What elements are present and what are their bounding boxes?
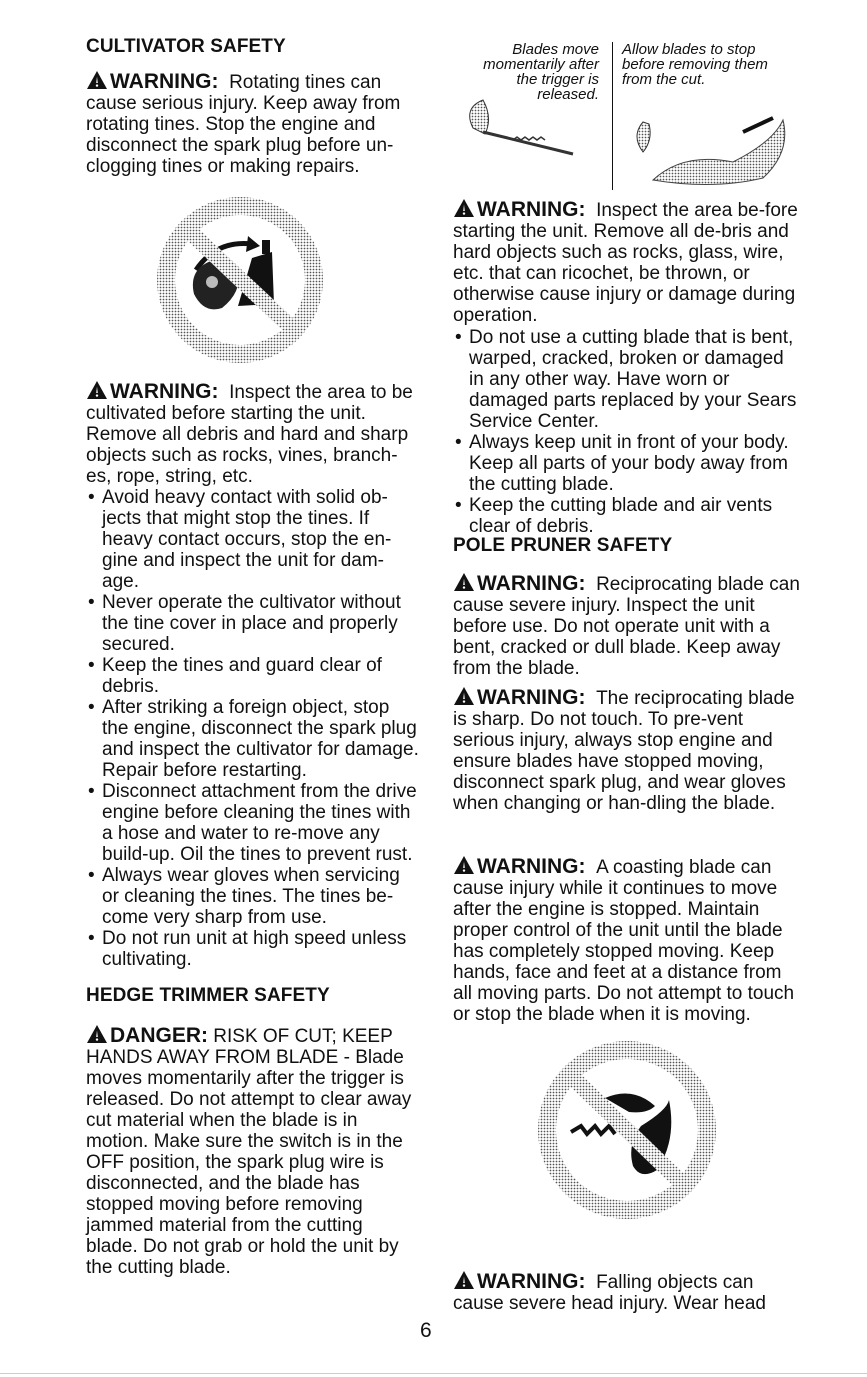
warning-label: WARNING: xyxy=(477,572,586,595)
trigger-release-icon xyxy=(453,88,583,158)
cultivator-bullet-list xyxy=(86,487,419,970)
warning-label: WARNING: xyxy=(477,855,586,878)
hedge-trimmer-illustrations xyxy=(453,42,803,190)
warning-triangle-icon xyxy=(86,70,108,90)
warning-text: Reciprocating blade can cause severe injury. Inspect the unit before use. Do not operate unit with a bent, cracked or dull blade. Keep away from the blade. xyxy=(453,574,800,679)
warning-text: Inspect the area to be cultivated before starting the unit. Remove all debris and hard and sharp objects such as rocks, vines, branch-es, rope, string, etc. xyxy=(86,382,413,487)
warning-label: WARNING: xyxy=(477,686,586,709)
cultivator-safety-heading: CULTIVATOR SAFETY xyxy=(86,36,286,57)
warning-triangle-icon xyxy=(453,855,475,875)
danger-risk-of-cut xyxy=(86,1024,419,1278)
warning-label: WARNING: xyxy=(477,198,586,221)
warning-reciprocating-blade xyxy=(453,572,803,679)
warning-triangle-icon xyxy=(86,380,108,400)
list-item: • Keep the tines and guard clear of debris. xyxy=(86,655,419,697)
warning-rotating-tines xyxy=(86,70,419,177)
warning-label: WARNING: xyxy=(110,380,219,403)
page-number: 6 xyxy=(420,1319,432,1342)
blades-stop-icon xyxy=(623,112,793,192)
list-item: • Always wear gloves when servicing or cleaning the tines. The tines be-come very sharp from use. xyxy=(86,865,419,928)
warning-inspect-area-hedge xyxy=(453,198,803,326)
list-item: • Do not run unit at high speed unless cultivating. xyxy=(86,928,419,970)
warning-text: The reciprocating blade is sharp. Do not touch. To pre-vent serious injury, always stop engine and ensure blades have stopped moving, disconnect spark plug, and wear gloves when changing or han-dling the blade. xyxy=(453,688,795,814)
danger-label: DANGER: xyxy=(110,1024,208,1047)
warning-coasting-blade xyxy=(453,855,803,1025)
list-item: • Always keep unit in front of your body. Keep all parts of your body away from the cutting blade. xyxy=(453,432,803,495)
danger-text: RISK OF CUT; KEEP HANDS AWAY FROM BLADE - Blade moves momentarily after the trigger is released. Do not attempt to clear away cut material when the blade is in motion. Make sure the switch is in the OFF position, the spark plug wire is disconnected, and the blade has stopped moving before removing jammed material from the cutting blade. Do not grab or hold the unit by the cutting blade. xyxy=(86,1026,412,1278)
no-hand-blade-icon xyxy=(537,1040,717,1220)
warning-triangle-icon xyxy=(453,1270,475,1290)
warning-triangle-icon xyxy=(453,686,475,706)
pole-pruner-safety-heading: POLE PRUNER SAFETY xyxy=(453,535,673,556)
hedge-bullet-list xyxy=(453,327,803,537)
list-item: • Disconnect attachment from the drive engine before cleaning the tines with a hose and water to re-move any build-up. Oil the tines to prevent rust. xyxy=(86,781,419,865)
warning-text: Falling objects can cause severe head injury. Wear head xyxy=(453,1272,766,1314)
warning-inspect-area xyxy=(86,380,419,487)
list-item: • Do not use a cutting blade that is bent, warped, cracked, broken or damaged in any other way. Have worn or damaged parts replaced by your Sears Service Center. xyxy=(453,327,803,432)
no-hand-tines-icon xyxy=(156,196,324,364)
warning-triangle-icon xyxy=(453,572,475,592)
warning-label: WARNING: xyxy=(110,70,219,93)
warning-label: WARNING: xyxy=(477,1270,586,1293)
list-item: • Avoid heavy contact with solid ob-jects that might stop the tines. If heavy contact occurs, stop the en-gine and inspect the unit for dam-age. xyxy=(86,487,419,592)
list-item: • Never operate the cultivator without the tine cover in place and properly secured. xyxy=(86,592,419,655)
caption-blades-move: Blades move momentarily after the trigger is released. xyxy=(483,41,599,103)
warning-triangle-icon xyxy=(86,1024,108,1044)
warning-text: Inspect the area be-fore starting the unit. Remove all de-bris and hard objects such as rocks, glass, wire, etc. that can ricochet, be thrown, or otherwise cause injury or damage during operation. xyxy=(453,200,798,326)
caption-allow-blades: Allow blades to stop before removing them from the cut. xyxy=(622,41,768,88)
warning-blade-sharp xyxy=(453,686,803,814)
list-item: • After striking a foreign object, stop the engine, disconnect the spark plug and inspect the cultivator for damage. Repair before restarting. xyxy=(86,697,419,781)
divider xyxy=(612,42,613,190)
warning-falling-objects xyxy=(453,1270,803,1314)
page-edge-line xyxy=(0,1373,867,1374)
warning-text: A coasting blade can cause injury while it continues to move after the engine is stopped. Maintain proper control of the unit until the blade has completely stopped moving. Keep hands, face and feet at a distance from all moving parts. Do not attempt to touch or stop the blade when it is moving. xyxy=(453,857,795,1025)
warning-triangle-icon xyxy=(453,198,475,218)
list-item: • Keep the cutting blade and air vents clear of debris. xyxy=(453,495,803,537)
warning-text: Rotating tines can cause serious injury. Keep away from rotating tines. Stop the engine and disconnect the spark plug before un-clogging tines or making repairs. xyxy=(86,72,401,177)
hedge-trimmer-safety-heading: HEDGE TRIMMER SAFETY xyxy=(86,985,330,1006)
